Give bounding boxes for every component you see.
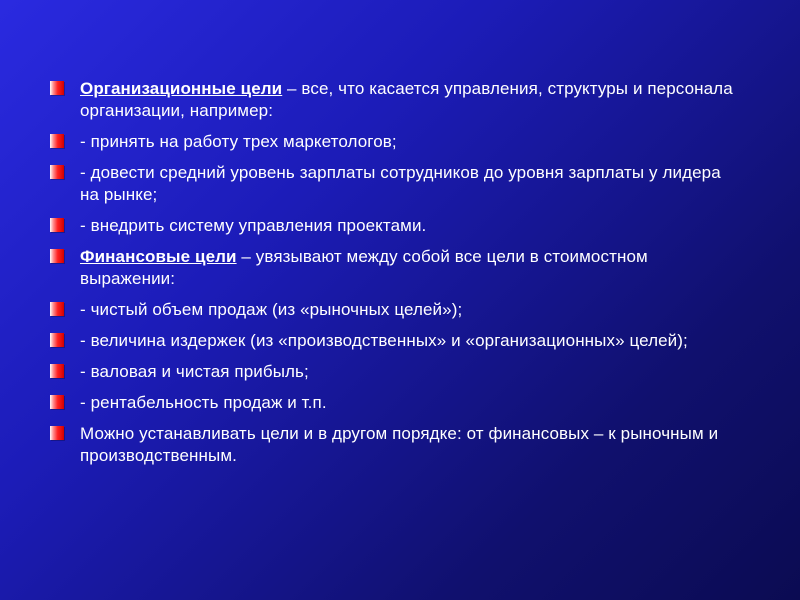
list-item: [50, 215, 740, 237]
slide-content: [50, 78, 740, 476]
item-text: - величина издержек (из «производственных» и «организационных» целей);: [80, 331, 688, 350]
term-organizational-goals: Организационные цели: [80, 79, 283, 98]
square-bullet-icon: [50, 364, 64, 378]
square-bullet-icon: [50, 333, 64, 347]
square-bullet-icon: [50, 302, 64, 316]
square-bullet-icon: [50, 165, 64, 179]
list-item: [50, 361, 740, 383]
item-text: – все, что касается управления, структуры и персонала организации, например:: [80, 79, 733, 120]
square-bullet-icon: [50, 395, 64, 409]
list-item: [50, 131, 740, 153]
item-text: - валовая и чистая прибыль;: [80, 362, 309, 381]
item-text: – увязывают между собой все цели в стоимостном выражении:: [80, 247, 648, 288]
item-text: Можно устанавливать цели и в другом порядке: от финансовых – к рыночным и производственным.: [80, 424, 719, 465]
item-text: - довести средний уровень зарплаты сотрудников до уровня зарплаты у лидера на рынке;: [80, 163, 721, 204]
list-item: [50, 299, 740, 321]
square-bullet-icon: [50, 134, 64, 148]
item-text: - рентабельность продаж и т.п.: [80, 393, 327, 412]
term-financial-goals: Финансовые цели: [80, 247, 237, 266]
list-item: [50, 162, 740, 206]
item-text: - внедрить систему управления проектами.: [80, 216, 427, 235]
square-bullet-icon: [50, 426, 64, 440]
list-item-financial-goals: [50, 246, 740, 290]
list-item: [50, 330, 740, 352]
list-item: [50, 392, 740, 414]
square-bullet-icon: [50, 249, 64, 263]
item-text: - чистый объем продаж (из «рыночных целей»);: [80, 300, 463, 319]
list-item-organizational-goals: [50, 78, 740, 122]
square-bullet-icon: [50, 218, 64, 232]
item-text: - принять на работу трех маркетологов;: [80, 132, 397, 151]
list-item-conclusion: [50, 423, 740, 467]
square-bullet-icon: [50, 81, 64, 95]
